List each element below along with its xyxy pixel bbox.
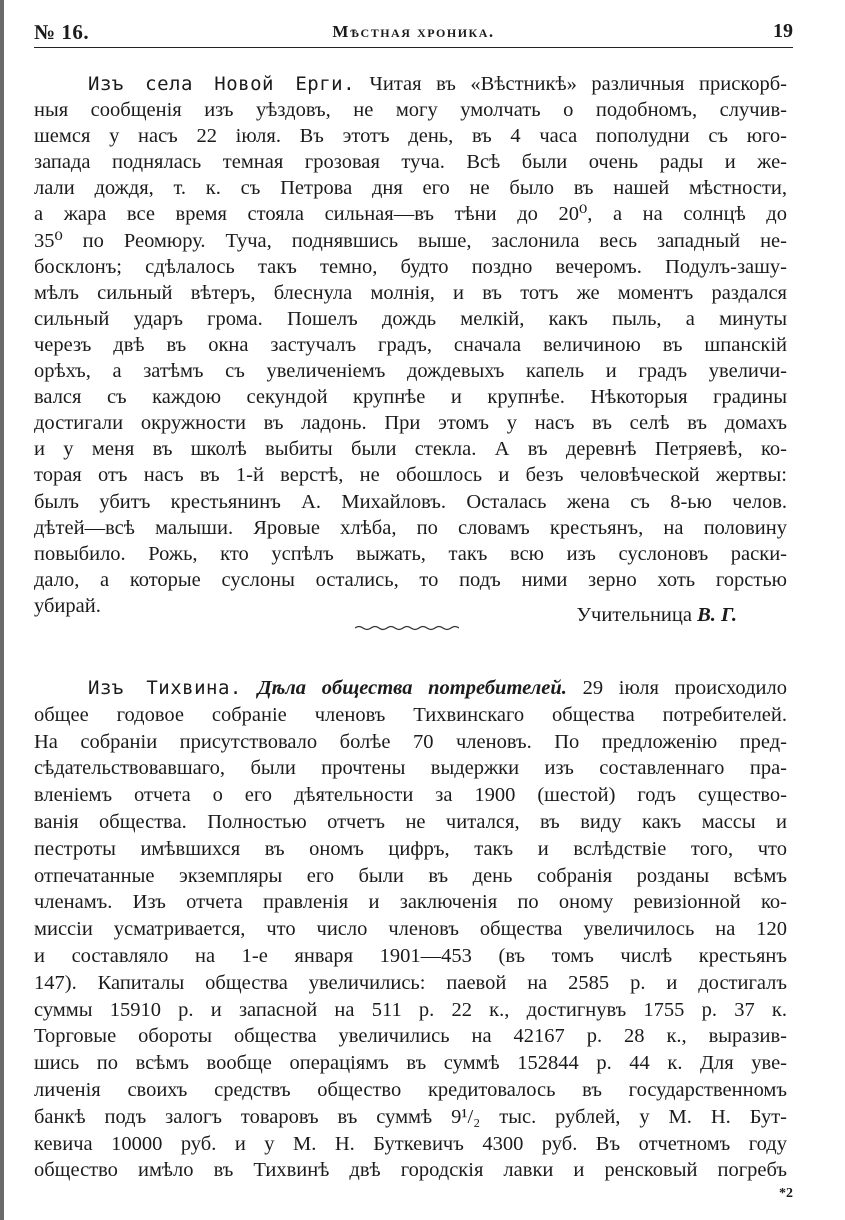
article-line-text: дало, а которые суслоны остались, то подъ ними зерно хоть горстью (34, 568, 787, 591)
place-heading: Изъ Тихвина. (88, 677, 242, 699)
article-line-text: орѣхъ, а затѣмъ съ увеличеніемъ дождевыхъ капель и градъ увеличи- (34, 360, 787, 383)
page-edge-shadow (0, 0, 4, 1220)
article-line: миссіи усматривается, что число членовъ общества увеличилось на 120 (34, 918, 787, 941)
place-heading: Изъ села Новой Ерги. (88, 73, 356, 95)
article-line-text: повыбило. Рожь, кто успѣлъ выжать, такъ всю изъ суслоновъ раски- (34, 542, 787, 565)
article-line: Торговые обороты общества увеличились на 42167 р. 28 к., выразив- (34, 1025, 787, 1048)
article-line (34, 541, 787, 567)
article-line (34, 384, 787, 410)
article-line-text: запада поднялась темная грозовая туча. Всѣ были очень рады и же- (34, 151, 787, 174)
article-line: шись по всѣмъ вообще операціямъ въ суммѣ 152844 р. 44 к. Для уве- (34, 1052, 787, 1075)
article-line (34, 358, 787, 384)
wavy-separator (355, 624, 459, 632)
article-tikhvin (34, 675, 787, 1184)
article-line-text: убирай. (34, 594, 101, 617)
article-line-text: шемся у насъ 22 іюля. Въ этотъ день, въ 4 часа пополудни съ юго- (34, 125, 787, 148)
signature-role: Учительница (576, 604, 692, 626)
article-line-text: мѣлъ сильный вѣтеръ, блеснула молнія, и въ тотъ же моментъ раздался (34, 281, 787, 304)
page-number: 19 (773, 20, 793, 42)
header-rule (34, 47, 793, 48)
signature (577, 602, 737, 628)
article-line (34, 149, 787, 175)
article-line-text: дѣтей—всѣ малыши. Яровые хлѣба, по словамъ крестьянъ, на половину (34, 516, 787, 539)
article-line: отпечатанные экземпляры его были въ день собранія розданы всѣмъ (34, 864, 787, 887)
article-line: суммы 15910 р. и запасной на 511 р. 22 к., достигнувъ 1755 р. 37 к. (34, 998, 787, 1021)
article-line-text: вался съ каждою секундой крупнѣе и крупнѣе. Нѣкоторыя градины (34, 386, 787, 409)
article-line-text: былъ убитъ крестьянинъ А. Михайловъ. Осталась жена съ 8-ью челов. (34, 490, 787, 513)
article-line (34, 123, 787, 149)
article-line: общество имѣло въ Тихвинѣ двѣ городскія лавки и ренсковый погребъ (34, 1159, 787, 1182)
article-line: и составляло на 1-е января 1901—453 (въ томъ числѣ крестьянъ (34, 944, 787, 967)
article-line (34, 515, 787, 541)
article-line (34, 436, 787, 462)
article-line: На собраніи присутствовало болѣе 70 членовъ. По предложенію пред- (34, 730, 787, 753)
page-header (34, 18, 793, 50)
article-line (34, 306, 787, 332)
article-line-text: сильный ударъ грома. Пошелъ дождь мелкій, какъ пыль, а минуты (34, 307, 787, 330)
article-line-text: а жара все время стояла сильная—въ тѣни до 20⁰, а на солнцѣ до (34, 203, 787, 226)
article-subtitle: Дѣла общества потребителей. (257, 677, 567, 699)
article-line (34, 71, 787, 97)
article-line (34, 280, 787, 306)
article-line (34, 332, 787, 358)
article-line-text: черезъ двѣ въ окна застучалъ градъ, сначала величиною въ шпанскій (34, 333, 787, 356)
article-line (34, 175, 787, 201)
article-line (34, 97, 787, 123)
article-line-text: торая отъ насъ въ 1-й верстѣ, не обошлось и безъ человѣческой жертвы: (34, 464, 787, 487)
article-line: вленіемъ отчета о его дѣятельности за 1900 (шестой) годъ существо- (34, 784, 787, 807)
sheet-signature-mark: *2 (779, 1186, 793, 1201)
article-line: ванія общества. Полностью отчетъ не читался, въ виду какъ массы и (34, 810, 787, 833)
article-line: сѣдательствовавшаго, были прочтены выдержки изъ составленнаго пра- (34, 757, 787, 780)
signature-initials: В. Г. (697, 604, 737, 626)
article-novaya-erga (34, 71, 787, 619)
article-line-text: 35⁰ по Реомюру. Туча, поднявшись выше, заслонила весь западный не- (34, 229, 787, 252)
article-line: личенія своихъ средствъ общество кредитовалось въ государственномъ (34, 1078, 787, 1101)
article-line: пестроты имѣвшихся въ ономъ цифръ, такъ и вслѣдствіе того, что (34, 837, 787, 860)
section-title: Мѣстная хроника. (332, 22, 495, 41)
article-line: членамъ. Изъ отчета правленія и заключенія по оному ревизіонной ко- (34, 891, 787, 914)
article-line (34, 201, 787, 227)
article-line-text: и у меня въ школѣ выбиты были стекла. А въ деревнѣ Петряевѣ, ко- (34, 438, 787, 461)
article-line-text: ныя сообщенія изъ уѣздовъ, не могу умолчать о подобномъ, случив- (34, 99, 787, 122)
article-line-text: достигали окружности въ ладонь. При этомъ у насъ въ селѣ въ домахъ (34, 412, 787, 435)
article-line: общее годовое собраніе членовъ Тихвинскаго общества потребителей. (34, 703, 787, 726)
article-line: банкѣ подъ залогъ товаровъ въ суммѣ 9¹/₂ тыс. рублей, у М. Н. Бут- (34, 1105, 787, 1128)
article-line: 147). Капиталы общества увеличились: паевой на 2585 р. и достигалъ (34, 971, 787, 994)
article-line: кевича 10000 руб. и у М. Н. Буткевичъ 4300 руб. Въ отчетномъ году (34, 1132, 787, 1155)
article-line-text: Читая въ «Вѣстникѣ» различныя прискорб- (355, 73, 787, 95)
article-line (34, 462, 787, 488)
article-line (34, 228, 787, 254)
article-line (34, 254, 787, 280)
article-line-text: лали дождя, т. к. съ Петрова дня его не было въ нашей мѣстности, (34, 177, 787, 200)
article-line (34, 675, 787, 702)
article-line-text: 29 іюля происходило (566, 677, 787, 699)
article-line (34, 567, 787, 593)
article-line-text: босклонъ; сдѣлалось такъ темно, будто поздно вечеромъ. Подулъ-зашу- (34, 255, 787, 278)
article-line (34, 410, 787, 436)
issue-number: № 16. (34, 20, 90, 44)
article-line (34, 489, 787, 515)
